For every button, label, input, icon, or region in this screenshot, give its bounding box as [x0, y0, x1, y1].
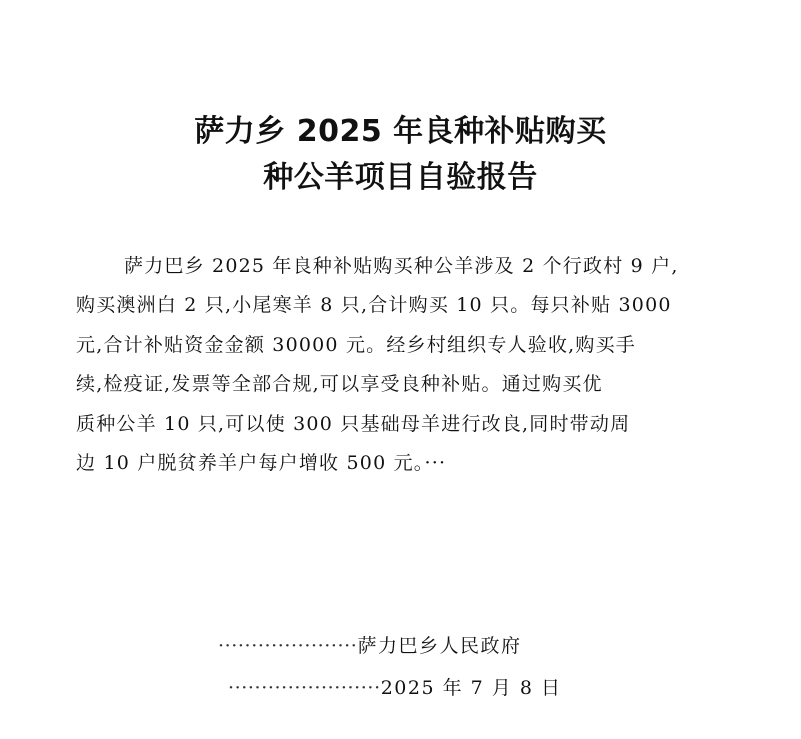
document-title-line-2: 种公羊项目自验报告 [263, 160, 538, 195]
body-line-3: 元,合计补贴资金金额 30000 元。经乡村组织专人验收,购买手 [76, 334, 637, 356]
body-line-6: 边 10 户脱贫养羊户每户增收 500 元。··· [76, 452, 447, 474]
body-line-1: 萨力巴乡 2025 年良种补贴购买种公羊涉及 2 个行政村 9 户, [124, 255, 679, 277]
signature-org-leader-dots: ····················· [218, 635, 358, 657]
signature-organization [218, 632, 521, 660]
body-line-5: 质种公羊 10 只,可以使 300 只基础母羊进行改良,同时带动周 [76, 413, 631, 435]
body-line-4: 续,检疫证,发票等全部合规,可以享受良种补贴。通过购买优 [76, 373, 603, 395]
signature-org-name: 萨力巴乡人民政府 [357, 635, 522, 657]
signature-date-leader-dots: ······················· [228, 677, 381, 699]
signature-date [228, 674, 561, 702]
signature-date-value: 2025 年 7 月 8 日 [380, 677, 562, 699]
document-title-line-1: 萨力乡 2025 年良种补贴购买 [194, 114, 607, 149]
body-line-2: 购买澳洲白 2 只,小尾寒羊 8 只,合计购买 10 只。每只补贴 3000 [76, 294, 672, 316]
